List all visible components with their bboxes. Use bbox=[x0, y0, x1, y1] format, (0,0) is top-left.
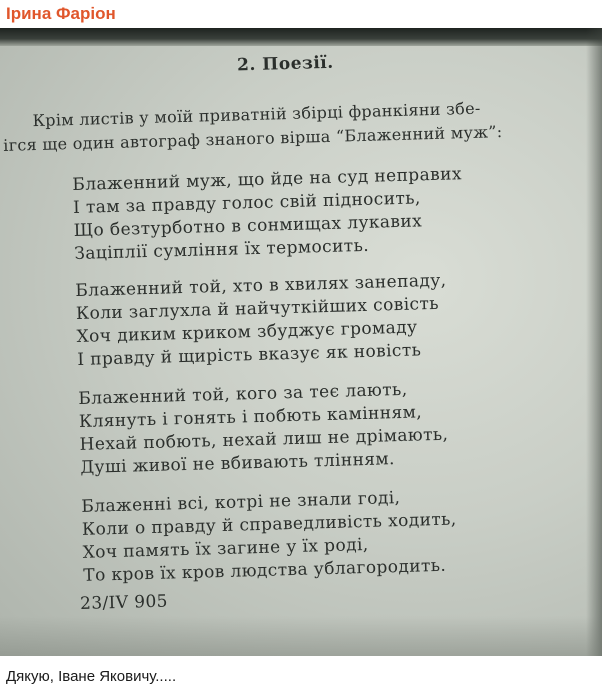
section-title: 2. Поезії. bbox=[236, 52, 334, 76]
poem-line: Клянуть і гонять і побють камінням, bbox=[78, 402, 423, 432]
poem-line: Нехай побють, нехай лиш не дрімають, bbox=[79, 424, 449, 455]
poem-line: І правду й щирість вказує як новість bbox=[77, 340, 422, 370]
poem-line: Душі живої не вбивають тлінням. bbox=[80, 449, 396, 478]
page-right-shadow bbox=[586, 28, 602, 656]
page-bottom-shadow bbox=[0, 616, 602, 656]
poem-line: Хоч память їх загине у їх роді, bbox=[82, 534, 369, 563]
poem-line: Коли о правду й справедливість ходить, bbox=[81, 509, 457, 540]
post-author-name[interactable]: Ірина Фаріон bbox=[6, 4, 116, 23]
book-page bbox=[0, 28, 602, 656]
poem-line: Блаженний той, кого за теє лають, bbox=[78, 379, 408, 409]
poem-date: 23/IV 905 bbox=[79, 591, 169, 614]
poem-line: Хоч диким криком збуджує громаду bbox=[76, 317, 418, 347]
poem-line: Заціплії сумління їх термосить. bbox=[74, 235, 370, 265]
poem-stanza-1 bbox=[72, 163, 464, 266]
poem-stanza-2 bbox=[75, 270, 449, 372]
poem-line: То кров їх кров людства ублагородить. bbox=[83, 555, 447, 586]
post-photo[interactable] bbox=[0, 28, 602, 656]
poem-line: Коли заглухла й найчуткійших совість bbox=[75, 293, 440, 324]
poem-stanza-3 bbox=[78, 378, 449, 480]
post-caption: Дякую, Іване Яковичу..... bbox=[6, 668, 177, 685]
poem-line: Блаженні всі, котрі не знали годі, bbox=[81, 488, 401, 517]
poem-line: Що безтурботно в сонмищах лукавих bbox=[73, 211, 423, 242]
poem-line: І там за правду голос свій підносить, bbox=[72, 188, 421, 219]
intro-line-1: Крім листів у моїй приватній збірці франкіяни збе- bbox=[32, 98, 481, 131]
intro-line-2: ігся ще один автограф знаного вірша “Блаженний муж”: bbox=[3, 122, 503, 155]
poem-stanza-4 bbox=[81, 485, 458, 587]
poem-line: Блаженний той, хто в хвилях занепаду, bbox=[75, 270, 447, 301]
poem-line: Блаженний муж, що йде на суд неправих bbox=[72, 164, 463, 196]
